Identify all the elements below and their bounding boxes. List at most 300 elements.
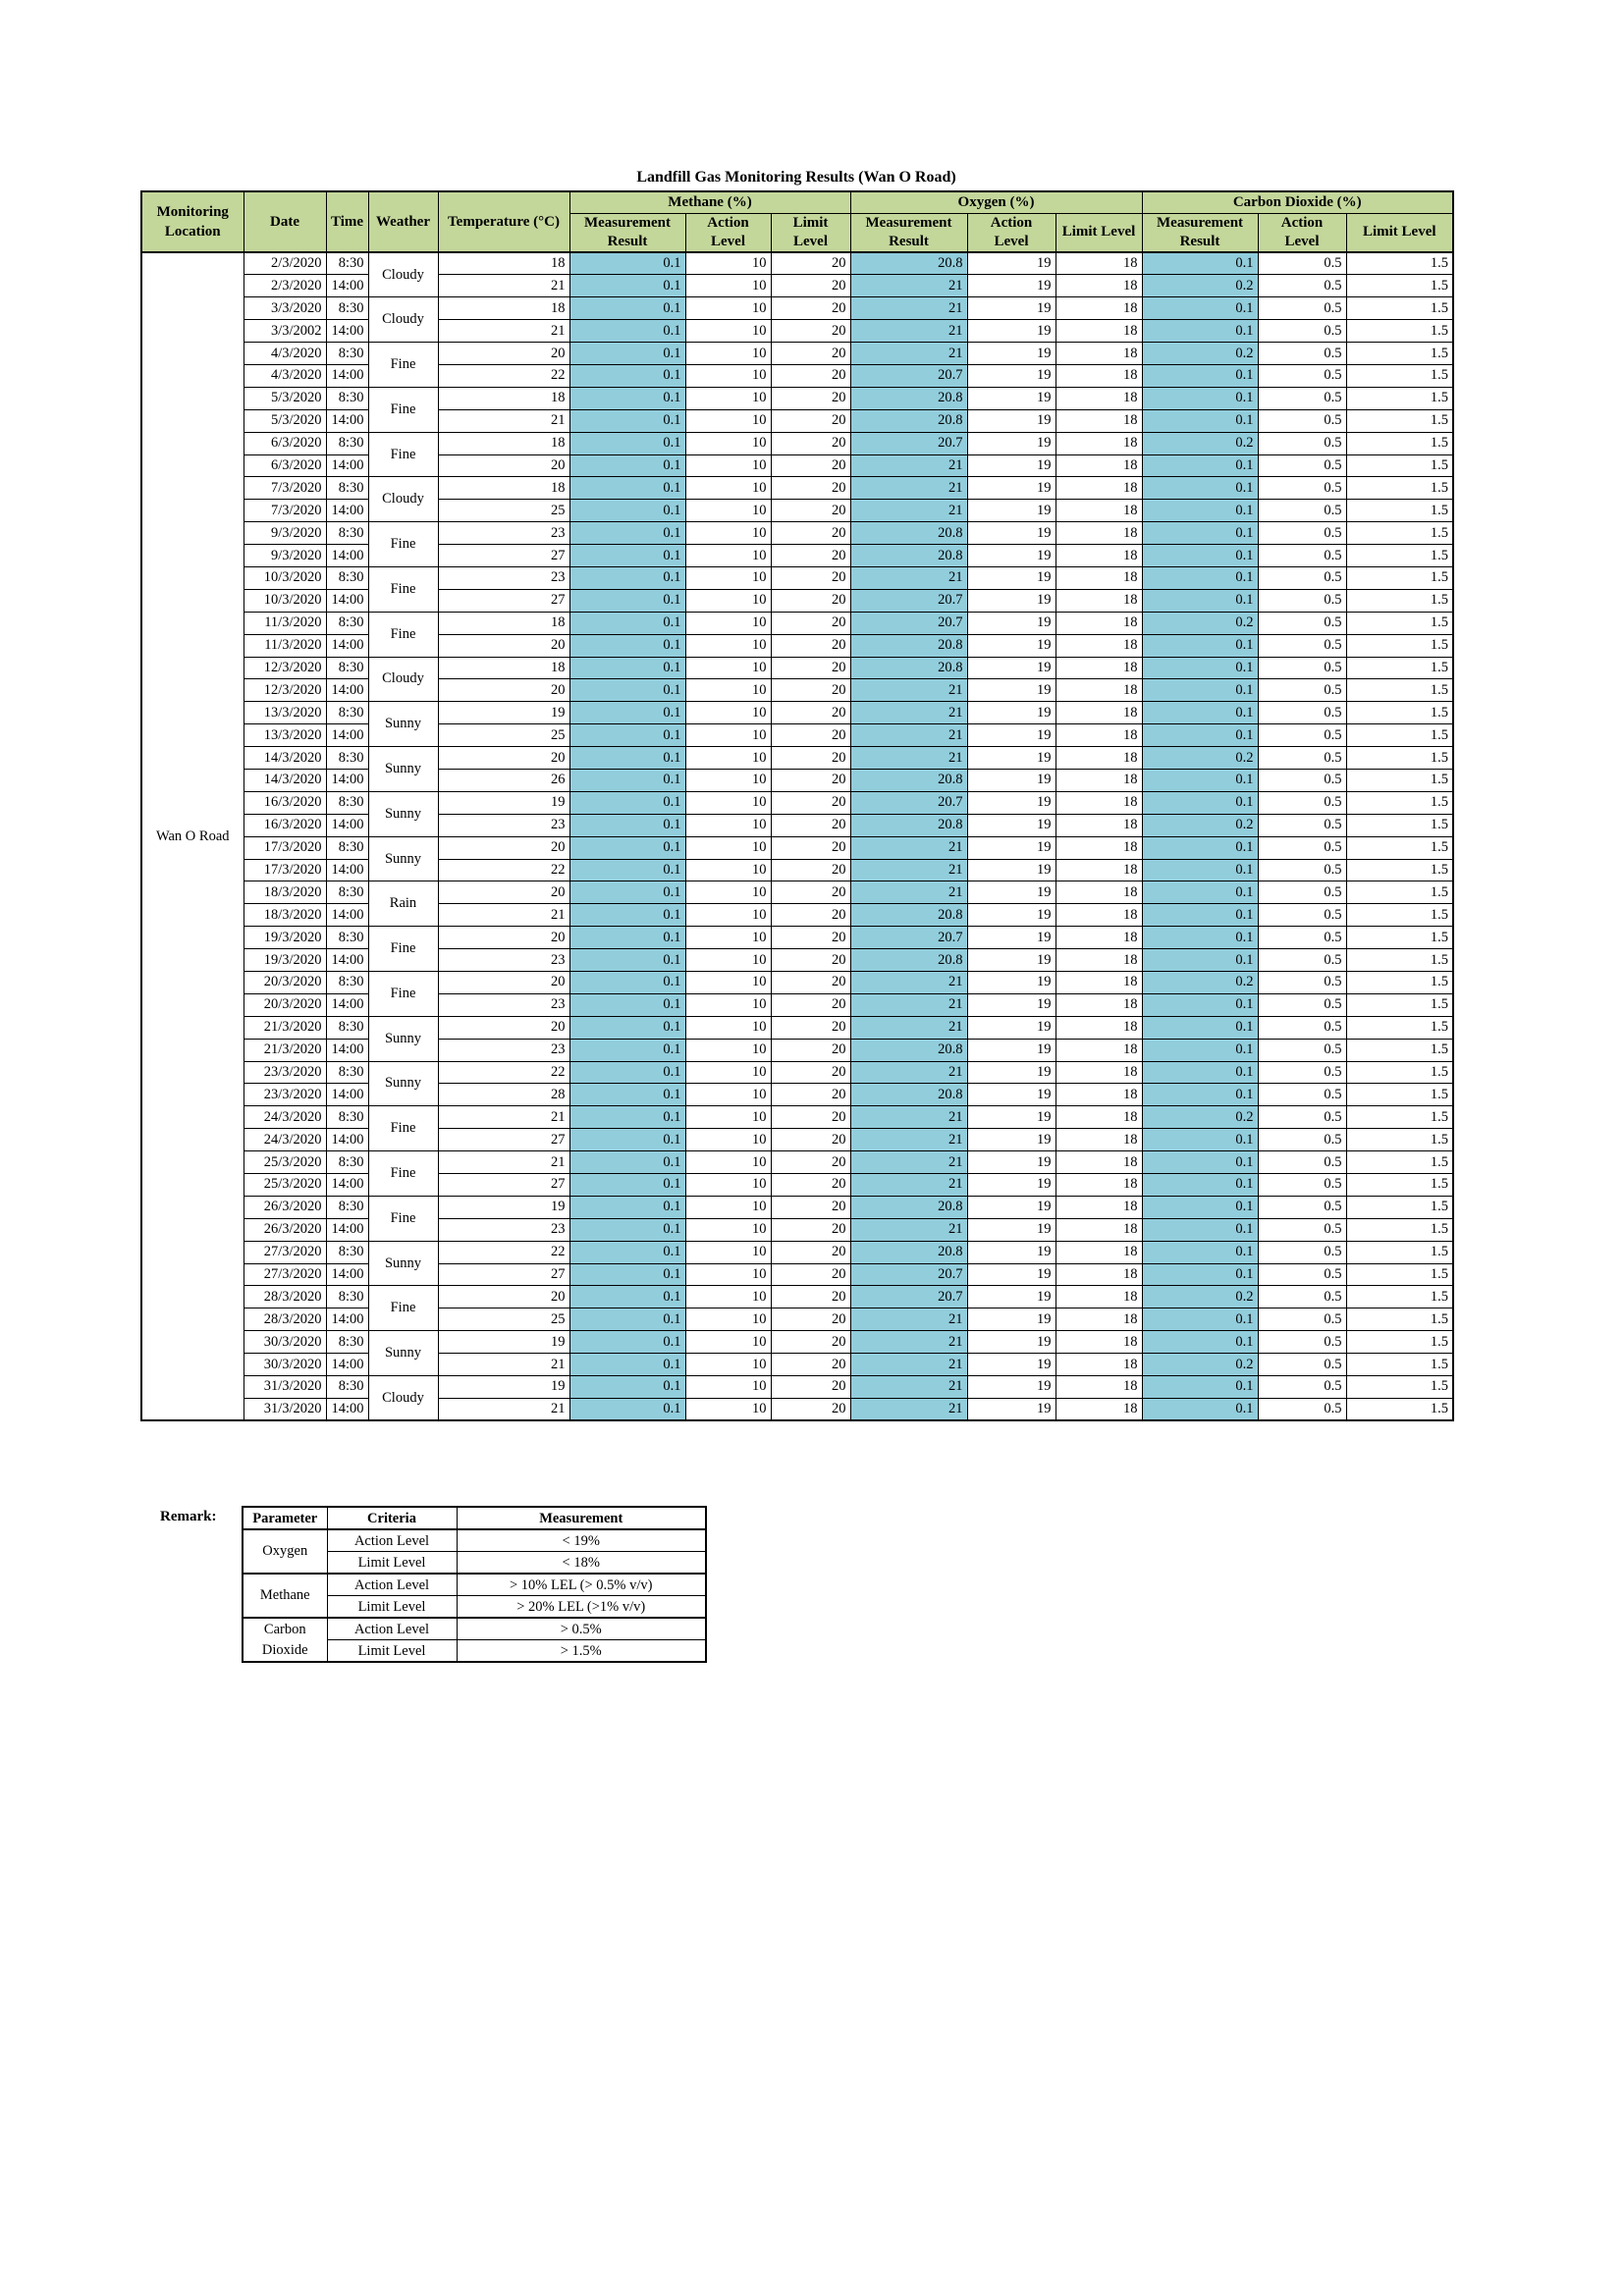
oxygen-limit-cell: 18 <box>1056 904 1142 927</box>
co2-action-cell: 0.5 <box>1258 634 1346 657</box>
oxygen-action-cell: 19 <box>967 320 1056 343</box>
oxygen-action-cell: 19 <box>967 1398 1056 1420</box>
oxygen-action-cell: 19 <box>967 747 1056 770</box>
oxygen-limit-cell: 18 <box>1056 949 1142 972</box>
methane-limit-cell: 20 <box>771 364 850 387</box>
date-cell: 21/3/2020 <box>244 1039 326 1061</box>
temperature-cell: 25 <box>438 500 569 522</box>
time-cell: 8:30 <box>326 1376 368 1399</box>
methane-limit-cell: 20 <box>771 791 850 814</box>
oxygen-measurement-cell: 21 <box>850 1331 967 1354</box>
time-cell: 8:30 <box>326 1331 368 1354</box>
time-cell: 8:30 <box>326 747 368 770</box>
co2-action-cell: 0.5 <box>1258 814 1346 836</box>
co2-measurement-cell: 0.2 <box>1142 275 1258 297</box>
date-cell: 30/3/2020 <box>244 1354 326 1376</box>
oxygen-limit-cell: 18 <box>1056 769 1142 791</box>
oxygen-measurement-cell: 20.8 <box>850 949 967 972</box>
oxygen-action-cell: 19 <box>967 859 1056 881</box>
co2-limit-cell: 1.5 <box>1346 500 1453 522</box>
date-cell: 9/3/2020 <box>244 522 326 545</box>
date-cell: 23/3/2020 <box>244 1084 326 1106</box>
table-row <box>141 1016 1453 1039</box>
methane-action-cell: 10 <box>685 747 771 770</box>
oxygen-limit-cell: 18 <box>1056 1129 1142 1151</box>
co2-action-cell: 0.5 <box>1258 432 1346 454</box>
co2-limit-cell: 1.5 <box>1346 612 1453 634</box>
methane-measurement-cell: 0.1 <box>569 1129 685 1151</box>
date-cell: 11/3/2020 <box>244 634 326 657</box>
table-row <box>141 545 1453 567</box>
methane-limit-cell: 20 <box>771 904 850 927</box>
co2-action-cell: 0.5 <box>1258 1308 1346 1331</box>
methane-action-cell: 10 <box>685 1151 771 1174</box>
co2-limit-cell: 1.5 <box>1346 1308 1453 1331</box>
methane-limit-cell: 20 <box>771 814 850 836</box>
table-row <box>141 1151 1453 1174</box>
methane-measurement-cell: 0.1 <box>569 297 685 320</box>
table-row <box>141 679 1453 702</box>
oxygen-limit-cell: 18 <box>1056 679 1142 702</box>
time-cell: 8:30 <box>326 252 368 275</box>
header-co2-limit: Limit Level <box>1346 213 1453 252</box>
table-row <box>141 657 1453 679</box>
co2-action-cell: 0.5 <box>1258 1354 1346 1376</box>
time-cell: 8:30 <box>326 836 368 859</box>
oxygen-limit-cell: 18 <box>1056 1151 1142 1174</box>
co2-limit-cell: 1.5 <box>1346 1398 1453 1420</box>
remark-measurement-cell: < 18% <box>457 1552 706 1575</box>
co2-limit-cell: 1.5 <box>1346 657 1453 679</box>
co2-action-cell: 0.5 <box>1258 1398 1346 1420</box>
oxygen-measurement-cell: 20.8 <box>850 1196 967 1218</box>
oxygen-limit-cell: 18 <box>1056 1061 1142 1084</box>
co2-action-cell: 0.5 <box>1258 297 1346 320</box>
methane-limit-cell: 20 <box>771 769 850 791</box>
oxygen-limit-cell: 18 <box>1056 657 1142 679</box>
oxygen-limit-cell: 18 <box>1056 409 1142 432</box>
date-cell: 4/3/2020 <box>244 343 326 365</box>
co2-action-cell: 0.5 <box>1258 1129 1346 1151</box>
methane-measurement-cell: 0.1 <box>569 769 685 791</box>
oxygen-measurement-cell: 21 <box>850 1061 967 1084</box>
co2-measurement-cell: 0.1 <box>1142 702 1258 724</box>
temperature-cell: 20 <box>438 343 569 365</box>
methane-measurement-cell: 0.1 <box>569 1331 685 1354</box>
temperature-cell: 20 <box>438 881 569 904</box>
table-row <box>141 1263 1453 1286</box>
oxygen-measurement-cell: 20.8 <box>850 1241 967 1263</box>
remark-criteria-cell: Action Level <box>327 1529 457 1552</box>
co2-action-cell: 0.5 <box>1258 1151 1346 1174</box>
co2-measurement-cell: 0.1 <box>1142 1174 1258 1197</box>
temperature-cell: 18 <box>438 252 569 275</box>
oxygen-measurement-cell: 21 <box>850 859 967 881</box>
oxygen-measurement-cell: 20.8 <box>850 522 967 545</box>
time-cell: 14:00 <box>326 1084 368 1106</box>
temperature-cell: 23 <box>438 949 569 972</box>
oxygen-limit-cell: 18 <box>1056 1039 1142 1061</box>
oxygen-limit-cell: 18 <box>1056 881 1142 904</box>
co2-limit-cell: 1.5 <box>1346 1263 1453 1286</box>
methane-limit-cell: 20 <box>771 993 850 1016</box>
table-row <box>141 949 1453 972</box>
table-row <box>141 814 1453 836</box>
co2-measurement-cell: 0.1 <box>1142 566 1258 589</box>
methane-limit-cell: 20 <box>771 1354 850 1376</box>
date-cell: 10/3/2020 <box>244 589 326 612</box>
co2-limit-cell: 1.5 <box>1346 1151 1453 1174</box>
temperature-cell: 22 <box>438 859 569 881</box>
methane-action-cell: 10 <box>685 657 771 679</box>
co2-action-cell: 0.5 <box>1258 724 1346 747</box>
date-cell: 9/3/2020 <box>244 545 326 567</box>
date-cell: 6/3/2020 <box>244 432 326 454</box>
oxygen-limit-cell: 18 <box>1056 1241 1142 1263</box>
co2-limit-cell: 1.5 <box>1346 634 1453 657</box>
date-cell: 27/3/2020 <box>244 1241 326 1263</box>
temperature-cell: 28 <box>438 1084 569 1106</box>
co2-measurement-cell: 0.1 <box>1142 993 1258 1016</box>
date-cell: 11/3/2020 <box>244 612 326 634</box>
time-cell: 8:30 <box>326 1061 368 1084</box>
remark-header-parameter: Parameter <box>243 1507 327 1529</box>
oxygen-measurement-cell: 20.7 <box>850 1263 967 1286</box>
methane-measurement-cell: 0.1 <box>569 545 685 567</box>
oxygen-measurement-cell: 20.8 <box>850 1039 967 1061</box>
methane-measurement-cell: 0.1 <box>569 927 685 949</box>
oxygen-limit-cell: 18 <box>1056 1286 1142 1308</box>
table-row <box>141 1376 1453 1399</box>
co2-action-cell: 0.5 <box>1258 1196 1346 1218</box>
table-row <box>141 1039 1453 1061</box>
co2-measurement-cell: 0.1 <box>1142 949 1258 972</box>
oxygen-limit-cell: 18 <box>1056 814 1142 836</box>
date-cell: 12/3/2020 <box>244 657 326 679</box>
methane-limit-cell: 20 <box>771 1308 850 1331</box>
date-cell: 10/3/2020 <box>244 566 326 589</box>
co2-action-cell: 0.5 <box>1258 972 1346 994</box>
table-row <box>141 1286 1453 1308</box>
co2-action-cell: 0.5 <box>1258 1376 1346 1399</box>
methane-action-cell: 10 <box>685 1174 771 1197</box>
weather-cell: Fine <box>368 612 438 657</box>
remark-header-measurement: Measurement <box>457 1507 706 1529</box>
co2-limit-cell: 1.5 <box>1346 387 1453 409</box>
time-cell: 8:30 <box>326 1286 368 1308</box>
time-cell: 8:30 <box>326 1241 368 1263</box>
table-row <box>141 612 1453 634</box>
temperature-cell: 19 <box>438 702 569 724</box>
methane-measurement-cell: 0.1 <box>569 409 685 432</box>
co2-action-cell: 0.5 <box>1258 881 1346 904</box>
table-row <box>141 1218 1453 1241</box>
header-methane-action: Action Level <box>685 213 771 252</box>
methane-limit-cell: 20 <box>771 634 850 657</box>
co2-action-cell: 0.5 <box>1258 500 1346 522</box>
temperature-cell: 22 <box>438 364 569 387</box>
methane-action-cell: 10 <box>685 679 771 702</box>
oxygen-action-cell: 19 <box>967 634 1056 657</box>
table-row <box>141 1398 1453 1420</box>
co2-measurement-cell: 0.1 <box>1142 545 1258 567</box>
weather-cell: Rain <box>368 881 438 927</box>
table-row <box>141 724 1453 747</box>
header-oxygen: Oxygen (%) <box>850 191 1142 213</box>
methane-limit-cell: 20 <box>771 432 850 454</box>
methane-action-cell: 10 <box>685 454 771 477</box>
date-cell: 21/3/2020 <box>244 1016 326 1039</box>
temperature-cell: 27 <box>438 1263 569 1286</box>
weather-cell: Fine <box>368 522 438 567</box>
oxygen-action-cell: 19 <box>967 409 1056 432</box>
page-title: Landfill Gas Monitoring Results (Wan O Road) <box>636 169 956 186</box>
oxygen-measurement-cell: 21 <box>850 702 967 724</box>
oxygen-action-cell: 19 <box>967 1061 1056 1084</box>
co2-action-cell: 0.5 <box>1258 1061 1346 1084</box>
co2-limit-cell: 1.5 <box>1346 1129 1453 1151</box>
table-header <box>141 191 1453 252</box>
co2-measurement-cell: 0.2 <box>1142 1106 1258 1129</box>
co2-limit-cell: 1.5 <box>1346 904 1453 927</box>
temperature-cell: 27 <box>438 1174 569 1197</box>
oxygen-limit-cell: 18 <box>1056 1308 1142 1331</box>
methane-measurement-cell: 0.1 <box>569 364 685 387</box>
table-row <box>141 387 1453 409</box>
table-row <box>141 589 1453 612</box>
oxygen-limit-cell: 18 <box>1056 275 1142 297</box>
co2-limit-cell: 1.5 <box>1346 1376 1453 1399</box>
co2-measurement-cell: 0.1 <box>1142 1016 1258 1039</box>
header-oxygen-action: Action Level <box>967 213 1056 252</box>
methane-measurement-cell: 0.1 <box>569 320 685 343</box>
oxygen-measurement-cell: 21 <box>850 1218 967 1241</box>
co2-limit-cell: 1.5 <box>1346 343 1453 365</box>
co2-limit-cell: 1.5 <box>1346 432 1453 454</box>
oxygen-action-cell: 19 <box>967 769 1056 791</box>
remark-header-criteria: Criteria <box>327 1507 457 1529</box>
oxygen-limit-cell: 18 <box>1056 252 1142 275</box>
oxygen-action-cell: 19 <box>967 949 1056 972</box>
date-cell: 13/3/2020 <box>244 724 326 747</box>
temperature-cell: 22 <box>438 1061 569 1084</box>
oxygen-limit-cell: 18 <box>1056 320 1142 343</box>
methane-measurement-cell: 0.1 <box>569 1016 685 1039</box>
co2-action-cell: 0.5 <box>1258 1106 1346 1129</box>
temperature-cell: 20 <box>438 972 569 994</box>
methane-action-cell: 10 <box>685 1354 771 1376</box>
date-cell: 16/3/2020 <box>244 814 326 836</box>
methane-limit-cell: 20 <box>771 1263 850 1286</box>
co2-measurement-cell: 0.1 <box>1142 791 1258 814</box>
co2-limit-cell: 1.5 <box>1346 1039 1453 1061</box>
methane-limit-cell: 20 <box>771 320 850 343</box>
weather-cell: Sunny <box>368 1241 438 1286</box>
co2-measurement-cell: 0.1 <box>1142 1376 1258 1399</box>
methane-measurement-cell: 0.1 <box>569 343 685 365</box>
time-cell: 14:00 <box>326 409 368 432</box>
oxygen-limit-cell: 18 <box>1056 1174 1142 1197</box>
table-row <box>141 566 1453 589</box>
oxygen-action-cell: 19 <box>967 927 1056 949</box>
table-row <box>141 477 1453 500</box>
temperature-cell: 23 <box>438 1039 569 1061</box>
weather-cell: Sunny <box>368 1016 438 1061</box>
co2-action-cell: 0.5 <box>1258 679 1346 702</box>
methane-limit-cell: 20 <box>771 545 850 567</box>
co2-measurement-cell: 0.1 <box>1142 522 1258 545</box>
weather-cell: Cloudy <box>368 657 438 702</box>
co2-action-cell: 0.5 <box>1258 859 1346 881</box>
date-cell: 27/3/2020 <box>244 1263 326 1286</box>
oxygen-limit-cell: 18 <box>1056 1084 1142 1106</box>
time-cell: 14:00 <box>326 500 368 522</box>
methane-limit-cell: 20 <box>771 1398 850 1420</box>
oxygen-measurement-cell: 21 <box>850 297 967 320</box>
date-cell: 20/3/2020 <box>244 972 326 994</box>
methane-limit-cell: 20 <box>771 702 850 724</box>
methane-action-cell: 10 <box>685 432 771 454</box>
date-cell: 20/3/2020 <box>244 993 326 1016</box>
methane-action-cell: 10 <box>685 1308 771 1331</box>
weather-cell: Fine <box>368 927 438 972</box>
oxygen-action-cell: 19 <box>967 679 1056 702</box>
co2-measurement-cell: 0.2 <box>1142 612 1258 634</box>
oxygen-action-cell: 19 <box>967 1129 1056 1151</box>
methane-limit-cell: 20 <box>771 454 850 477</box>
table-row <box>141 522 1453 545</box>
methane-action-cell: 10 <box>685 1263 771 1286</box>
co2-action-cell: 0.5 <box>1258 927 1346 949</box>
methane-action-cell: 10 <box>685 1218 771 1241</box>
methane-limit-cell: 20 <box>771 275 850 297</box>
table-row <box>141 634 1453 657</box>
time-cell: 14:00 <box>326 589 368 612</box>
methane-measurement-cell: 0.1 <box>569 724 685 747</box>
co2-action-cell: 0.5 <box>1258 1263 1346 1286</box>
temperature-cell: 25 <box>438 1308 569 1331</box>
oxygen-action-cell: 19 <box>967 904 1056 927</box>
table-row <box>141 343 1453 365</box>
oxygen-limit-cell: 18 <box>1056 1218 1142 1241</box>
weather-cell: Fine <box>368 1196 438 1241</box>
co2-action-cell: 0.5 <box>1258 545 1346 567</box>
oxygen-measurement-cell: 21 <box>850 1129 967 1151</box>
oxygen-limit-cell: 18 <box>1056 343 1142 365</box>
methane-measurement-cell: 0.1 <box>569 1398 685 1420</box>
co2-limit-cell: 1.5 <box>1346 1331 1453 1354</box>
co2-measurement-cell: 0.1 <box>1142 927 1258 949</box>
methane-action-cell: 10 <box>685 702 771 724</box>
oxygen-action-cell: 19 <box>967 1218 1056 1241</box>
table-row <box>141 836 1453 859</box>
time-cell: 14:00 <box>326 1129 368 1151</box>
methane-action-cell: 10 <box>685 612 771 634</box>
co2-action-cell: 0.5 <box>1258 409 1346 432</box>
co2-action-cell: 0.5 <box>1258 1174 1346 1197</box>
methane-action-cell: 10 <box>685 545 771 567</box>
header-carbon-dioxide: Carbon Dioxide (%) <box>1142 191 1453 213</box>
methane-limit-cell: 20 <box>771 859 850 881</box>
methane-action-cell: 10 <box>685 566 771 589</box>
table-row <box>141 1106 1453 1129</box>
methane-action-cell: 10 <box>685 500 771 522</box>
co2-limit-cell: 1.5 <box>1346 679 1453 702</box>
table-row <box>141 769 1453 791</box>
methane-action-cell: 10 <box>685 1196 771 1218</box>
table-row <box>141 320 1453 343</box>
methane-measurement-cell: 0.1 <box>569 1061 685 1084</box>
co2-measurement-cell: 0.1 <box>1142 454 1258 477</box>
co2-action-cell: 0.5 <box>1258 1241 1346 1263</box>
co2-measurement-cell: 0.1 <box>1142 657 1258 679</box>
methane-measurement-cell: 0.1 <box>569 566 685 589</box>
remark-measurement-cell: > 10% LEL (> 0.5% v/v) <box>457 1574 706 1596</box>
date-cell: 18/3/2020 <box>244 904 326 927</box>
co2-limit-cell: 1.5 <box>1346 1016 1453 1039</box>
table-row <box>141 1241 1453 1263</box>
weather-cell: Sunny <box>368 791 438 836</box>
methane-measurement-cell: 0.1 <box>569 904 685 927</box>
time-cell: 14:00 <box>326 949 368 972</box>
date-cell: 7/3/2020 <box>244 477 326 500</box>
oxygen-action-cell: 19 <box>967 993 1056 1016</box>
header-time: Time <box>326 191 368 252</box>
methane-measurement-cell: 0.1 <box>569 1174 685 1197</box>
methane-action-cell: 10 <box>685 972 771 994</box>
remark-measurement-cell: > 1.5% <box>457 1640 706 1663</box>
time-cell: 14:00 <box>326 679 368 702</box>
date-cell: 5/3/2020 <box>244 387 326 409</box>
methane-limit-cell: 20 <box>771 297 850 320</box>
methane-action-cell: 10 <box>685 1129 771 1151</box>
oxygen-action-cell: 19 <box>967 1151 1056 1174</box>
methane-measurement-cell: 0.1 <box>569 747 685 770</box>
methane-action-cell: 10 <box>685 927 771 949</box>
oxygen-action-cell: 19 <box>967 836 1056 859</box>
oxygen-action-cell: 19 <box>967 1286 1056 1308</box>
temperature-cell: 21 <box>438 1354 569 1376</box>
temperature-cell: 21 <box>438 904 569 927</box>
co2-measurement-cell: 0.1 <box>1142 1084 1258 1106</box>
oxygen-action-cell: 19 <box>967 1016 1056 1039</box>
temperature-cell: 21 <box>438 1151 569 1174</box>
oxygen-measurement-cell: 20.8 <box>850 387 967 409</box>
methane-action-cell: 10 <box>685 343 771 365</box>
weather-cell: Fine <box>368 432 438 477</box>
co2-limit-cell: 1.5 <box>1346 791 1453 814</box>
oxygen-action-cell: 19 <box>967 1174 1056 1197</box>
remark-parameter-cell: Oxygen <box>243 1529 327 1574</box>
date-cell: 17/3/2020 <box>244 836 326 859</box>
co2-limit-cell: 1.5 <box>1346 320 1453 343</box>
co2-measurement-cell: 0.1 <box>1142 409 1258 432</box>
co2-action-cell: 0.5 <box>1258 252 1346 275</box>
co2-measurement-cell: 0.1 <box>1142 724 1258 747</box>
weather-cell: Sunny <box>368 747 438 792</box>
co2-measurement-cell: 0.1 <box>1142 1039 1258 1061</box>
oxygen-measurement-cell: 20.8 <box>850 904 967 927</box>
weather-cell: Cloudy <box>368 297 438 343</box>
methane-action-cell: 10 <box>685 881 771 904</box>
co2-limit-cell: 1.5 <box>1346 364 1453 387</box>
co2-action-cell: 0.5 <box>1258 343 1346 365</box>
time-cell: 14:00 <box>326 859 368 881</box>
oxygen-action-cell: 19 <box>967 545 1056 567</box>
methane-limit-cell: 20 <box>771 949 850 972</box>
methane-limit-cell: 20 <box>771 1106 850 1129</box>
methane-measurement-cell: 0.1 <box>569 522 685 545</box>
